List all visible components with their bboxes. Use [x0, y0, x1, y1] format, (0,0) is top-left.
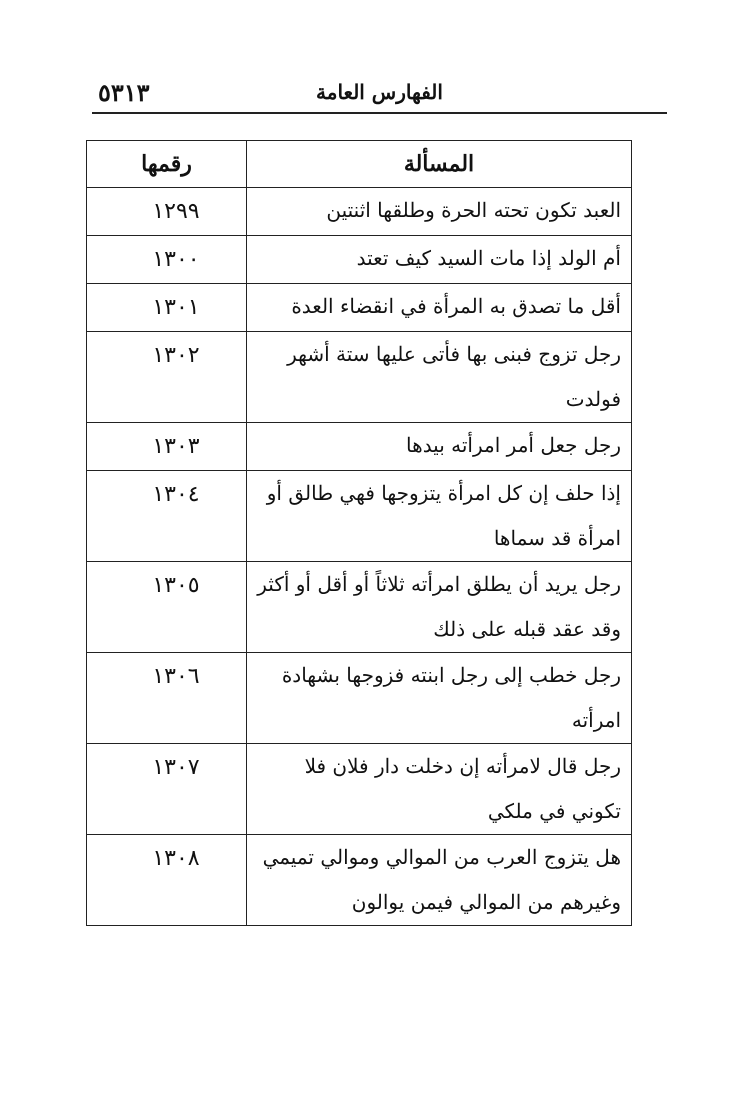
- number-cell: ١٢٩٩: [87, 188, 247, 236]
- issue-cell: العبد تكون تحته الحرة وطلقها اثنتين: [247, 188, 632, 236]
- issue-cell: رجل قال لامرأته إن دخلت دار فلان فلا تكوني في ملكي: [247, 744, 632, 835]
- number-cell: ١٣٠٠: [87, 236, 247, 284]
- table-row: [87, 562, 632, 653]
- table-row: [87, 744, 632, 835]
- table-row: [87, 835, 632, 926]
- issue-cell: أم الولد إذا مات السيد كيف تعتد: [247, 236, 632, 284]
- table-row: [87, 653, 632, 744]
- page-number: ٥٣١٣: [98, 78, 150, 107]
- number-cell: ١٣٠٧: [87, 744, 247, 835]
- table-row: [87, 332, 632, 423]
- table-body: [87, 188, 632, 926]
- issue-cell: رجل يريد أن يطلق امرأته ثلاثاً أو أقل أو أكثر وقد عقد قبله على ذلك: [247, 562, 632, 653]
- page-title: الفهارس العامة: [316, 80, 443, 104]
- number-cell: ١٣٠٢: [87, 332, 247, 423]
- table-row: [87, 284, 632, 332]
- table-row: [87, 471, 632, 562]
- index-table: [86, 140, 632, 926]
- issue-cell: رجل تزوج فبنى بها فأتى عليها ستة أشهر فولدت: [247, 332, 632, 423]
- number-cell: ١٣٠٨: [87, 835, 247, 926]
- issue-cell: هل يتزوج العرب من الموالي وموالي تميمي وغيرهم من الموالي فيمن يوالون: [247, 835, 632, 926]
- page-header: [92, 72, 667, 114]
- column-header-number: رقمها: [87, 141, 247, 188]
- table-row: [87, 423, 632, 471]
- issue-cell: رجل خطب إلى رجل ابنته فزوجها بشهادة امرأته: [247, 653, 632, 744]
- table-row: [87, 236, 632, 284]
- number-cell: ١٣٠٤: [87, 471, 247, 562]
- number-cell: ١٣٠٦: [87, 653, 247, 744]
- issue-cell: رجل جعل أمر امرأته بيدها: [247, 423, 632, 471]
- column-header-issue: المسألة: [247, 141, 632, 188]
- issue-cell: إذا حلف إن كل امرأة يتزوجها فهي طالق أو امرأة قد سماها: [247, 471, 632, 562]
- table-header-row: [87, 141, 632, 188]
- issue-cell: أقل ما تصدق به المرأة في انقضاء العدة: [247, 284, 632, 332]
- table-row: [87, 188, 632, 236]
- number-cell: ١٣٠٣: [87, 423, 247, 471]
- number-cell: ١٣٠٥: [87, 562, 247, 653]
- number-cell: ١٣٠١: [87, 284, 247, 332]
